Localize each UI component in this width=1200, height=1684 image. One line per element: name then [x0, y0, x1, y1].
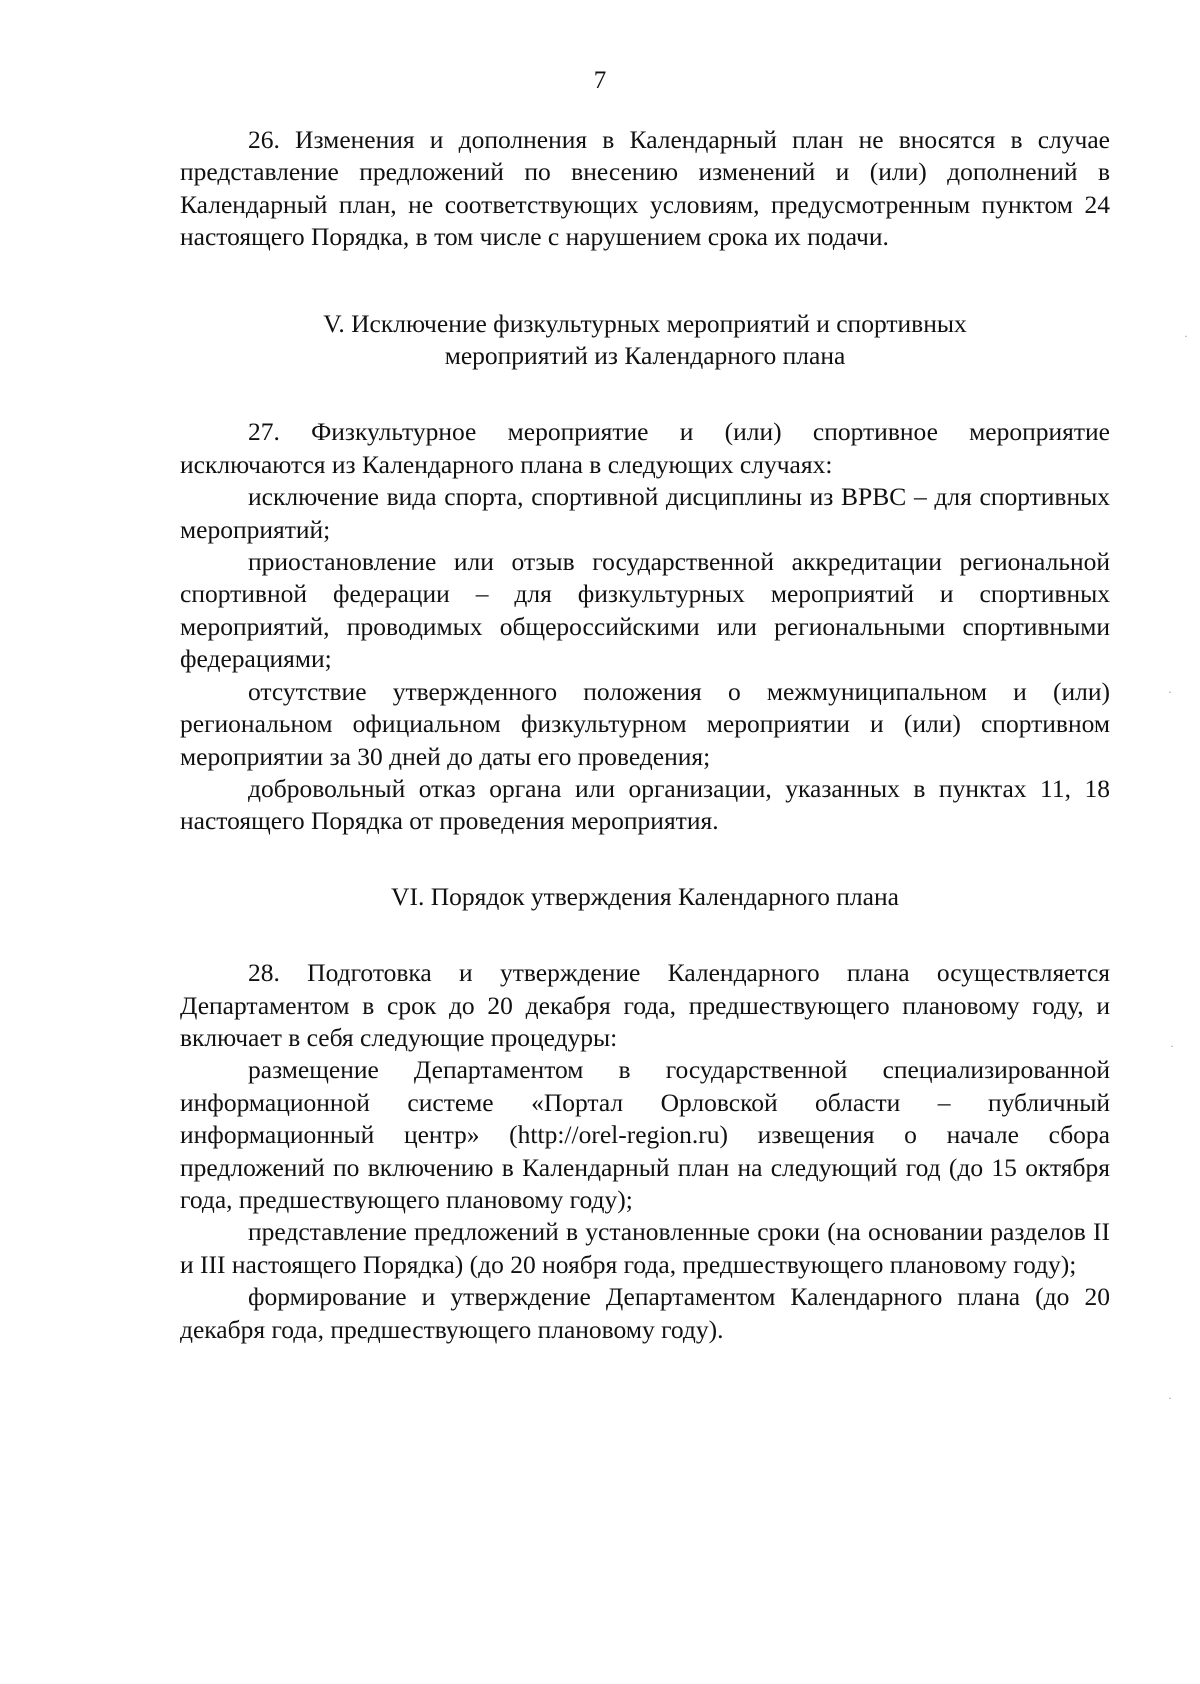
- paragraph-28-item-3: формирование и утверждение Департаментом Календарного плана (до 20 декабря года, предшествующего плановому году).: [180, 1282, 1110, 1344]
- paragraph-27-item-2: приостановление или отзыв государственной аккредитации региональной спортивной федерации – для физкультурных мероприятий и спортивных мероприятий, проводимых общероссийскими или региональными спортивными федерациями;: [180, 547, 1110, 674]
- paragraph-28-intro: 28. Подготовка и утверждение Календарного плана осуществляется Департаментом в срок до 20 декабря года, предшествующего плановому году, и включает в себя следующие процедуры:: [180, 958, 1110, 1052]
- document-body: [180, 124, 1110, 1346]
- paragraph-27-item-4: добровольный отказ органа или организации, указанных в пунктах 11, 18 настоящего Порядка от проведения мероприятия.: [180, 773, 1110, 836]
- paragraph-28-item-1: размещение Департаментом в государственной специализированной информационной системе «Портал Орловской области – публичный информационный центр» (http://orel-region.ru) извещения о начале сбора предложений по включению в Календарный план на следующий год (до 15 октября года, предшествующего плановому году);: [180, 1055, 1110, 1214]
- scan-speck: ·: [1170, 1039, 1174, 1053]
- scan-speck: ·: [1168, 685, 1172, 699]
- scan-speck: ·: [1168, 1391, 1172, 1405]
- paragraph-27-intro: 27. Физкультурное мероприятие и (или) спортивное мероприятие исключаются из Календарного плана в следующих случаях:: [180, 417, 1110, 479]
- scan-speck: ·: [1184, 329, 1188, 343]
- page-number: 7: [593, 67, 607, 94]
- paragraph-28-item-2: представление предложений в установленные сроки (на основании разделов II и III настоящего Порядка) (до 20 ноября года, предшествующего плановому году);: [180, 1217, 1110, 1279]
- paragraph-26: 26. Изменения и дополнения в Календарный план не вносятся в случае представление предложений по внесению изменений и (или) дополнений в Календарный план, не соответствующих условиям, предусмотренным пунктом 24 настоящего Порядка, в том числе с нарушением срока их подачи.: [180, 125, 1110, 252]
- section-6-heading: [180, 881, 1110, 913]
- section-5-title-line-1: V. Исключение физкультурных мероприятий и спортивных: [323, 308, 967, 338]
- section-6-title: VI. Порядок утверждения Календарного плана: [391, 881, 899, 911]
- paragraph-27-item-3: отсутствие утвержденного положения о межмуниципальном и (или) региональном официальном физкультурном мероприятии и (или) спортивном мероприятии за 30 дней до даты его проведения;: [180, 676, 1110, 771]
- section-5-title-line-2: мероприятий из Календарного плана: [444, 341, 846, 371]
- paragraph-27-item-1: исключение вида спорта, спортивной дисциплины из ВРВС – для спортивных мероприятий;: [180, 482, 1110, 544]
- section-5-heading: [180, 308, 1110, 373]
